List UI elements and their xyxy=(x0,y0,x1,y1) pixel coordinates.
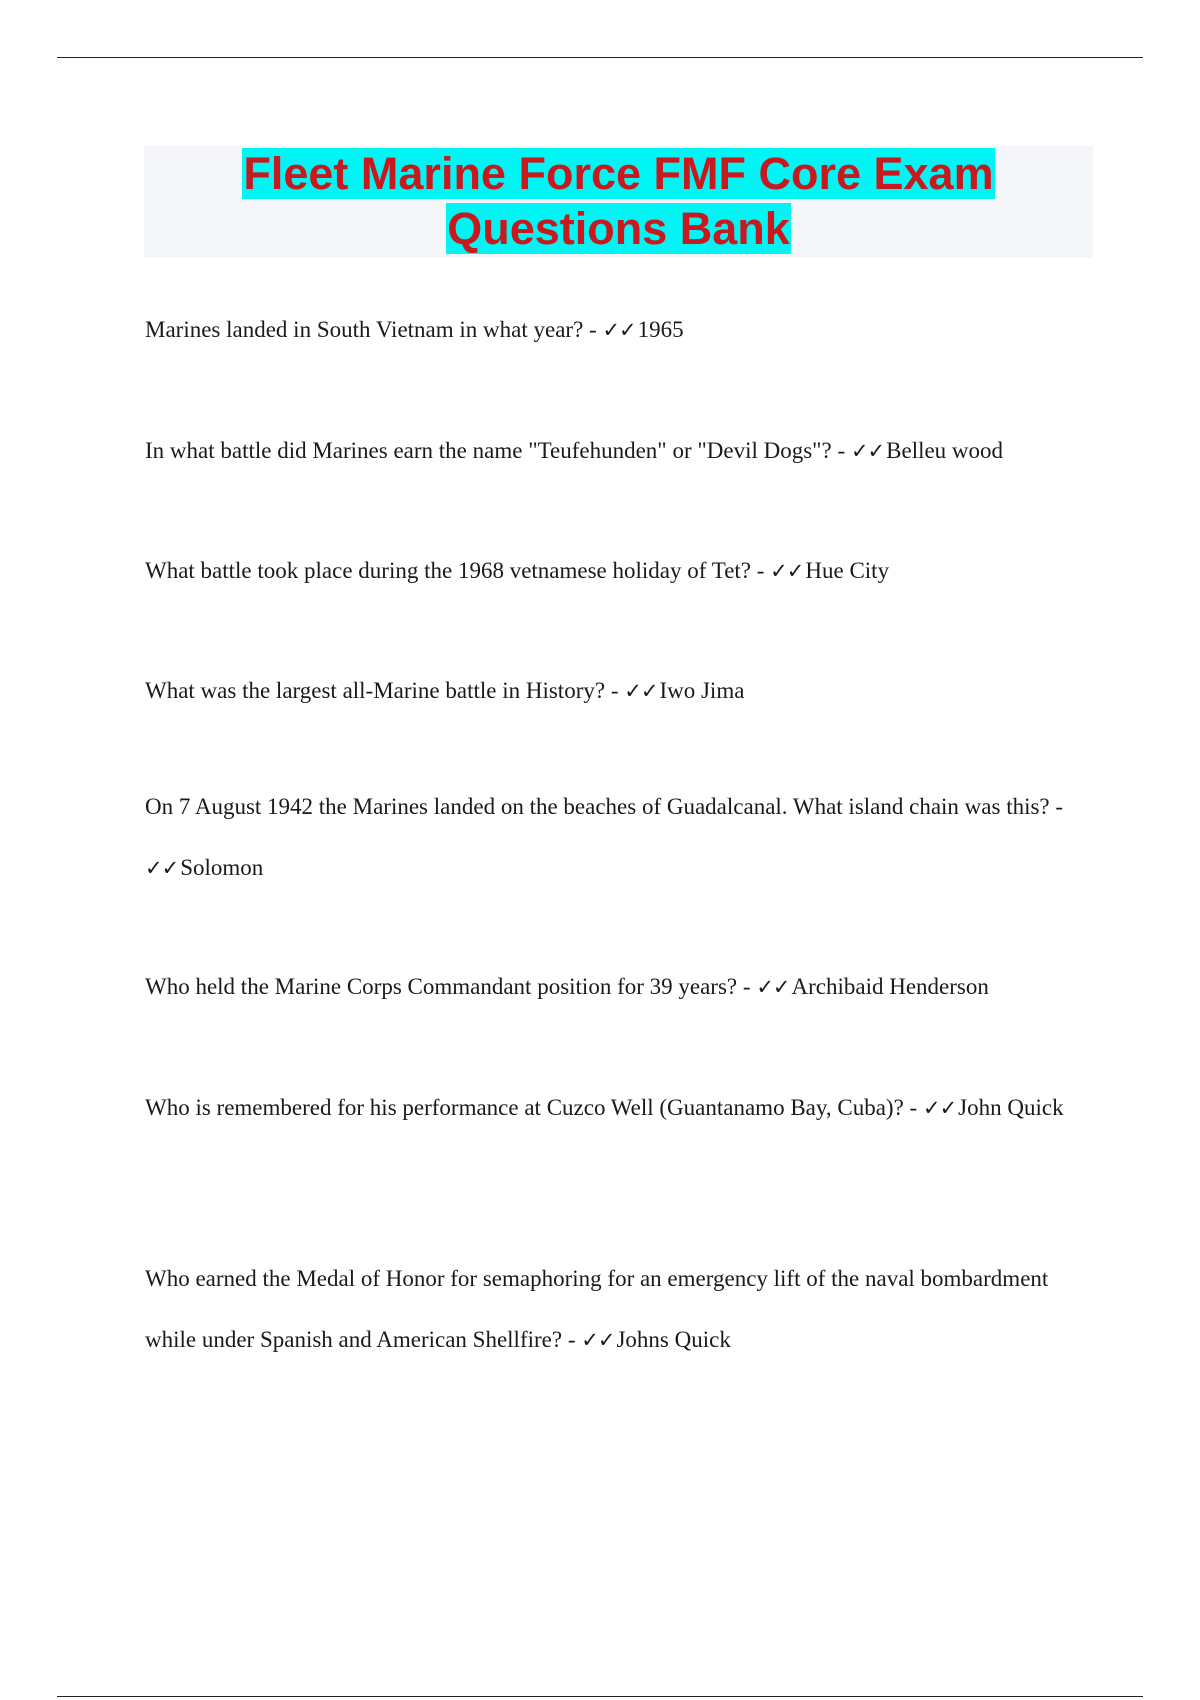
question-text: What battle took place during the 1968 vetnamese holiday of Tet? xyxy=(145,558,751,583)
double-check-icon: ✓✓ xyxy=(770,559,804,583)
double-check-icon: ✓✓ xyxy=(624,679,658,703)
separator: - xyxy=(831,438,851,463)
separator: - xyxy=(751,558,771,583)
question-item xyxy=(145,420,1065,482)
title-line-2-text: Questions Bank xyxy=(447,203,790,254)
answer-text: Belleu wood xyxy=(886,438,1004,463)
answer-text: John Quick xyxy=(958,1095,1064,1120)
question-item xyxy=(145,1248,1065,1371)
question-text: On 7 August 1942 the Marines landed on the beaches of Guadalcanal. What island chain was this? xyxy=(145,794,1050,819)
separator: - xyxy=(737,974,757,999)
question-item xyxy=(145,956,1065,1018)
question-text: What was the largest all-Marine battle in History? xyxy=(145,678,606,703)
double-check-icon: ✓✓ xyxy=(850,439,885,463)
double-check-icon: ✓✓ xyxy=(581,1328,615,1352)
double-check-icon: ✓✓ xyxy=(145,856,179,880)
top-rule xyxy=(57,57,1143,58)
title-line-1-text: Fleet Marine Force FMF Core Exam xyxy=(243,148,994,199)
question-item xyxy=(145,1077,1065,1139)
question-text: In what battle did Marines earn the name "Teufehunden" or "Devil Dogs"? xyxy=(145,438,832,463)
answer-text: Hue City xyxy=(805,558,890,583)
question-text: Who is remembered for his performance at Cuzco Well (Guantanamo Bay, Cuba)? xyxy=(145,1095,904,1120)
question-text: Marines landed in South Vietnam in what year? xyxy=(145,317,584,342)
double-check-icon: ✓✓ xyxy=(756,975,790,999)
question-item xyxy=(145,776,1065,899)
answer-text: Iwo Jima xyxy=(659,678,745,703)
question-text: Who held the Marine Corps Commandant position for 39 years? xyxy=(145,974,738,999)
question-item xyxy=(145,540,1065,602)
question-text: Who earned the Medal of Honor for semaphoring for an emergency lift of the naval bombardment while under Spanish and American Shellfire? xyxy=(145,1266,1049,1352)
answer-text: Solomon xyxy=(180,855,264,880)
bottom-rule xyxy=(57,1696,1143,1697)
separator: - xyxy=(583,317,603,342)
answer-text: Archibaid Henderson xyxy=(791,974,989,999)
answer-text: Johns Quick xyxy=(616,1327,731,1352)
answer-text: 1965 xyxy=(637,317,684,342)
title-line-1 xyxy=(144,146,1093,201)
separator: - xyxy=(562,1327,582,1352)
title-banner xyxy=(144,146,1093,258)
separator: - xyxy=(1049,794,1064,819)
question-item xyxy=(145,299,1065,361)
title-line-2 xyxy=(144,201,1093,256)
double-check-icon: ✓✓ xyxy=(922,1096,957,1120)
double-check-icon: ✓✓ xyxy=(602,318,636,342)
separator: - xyxy=(903,1095,923,1120)
question-item xyxy=(145,660,1065,722)
separator: - xyxy=(605,678,625,703)
